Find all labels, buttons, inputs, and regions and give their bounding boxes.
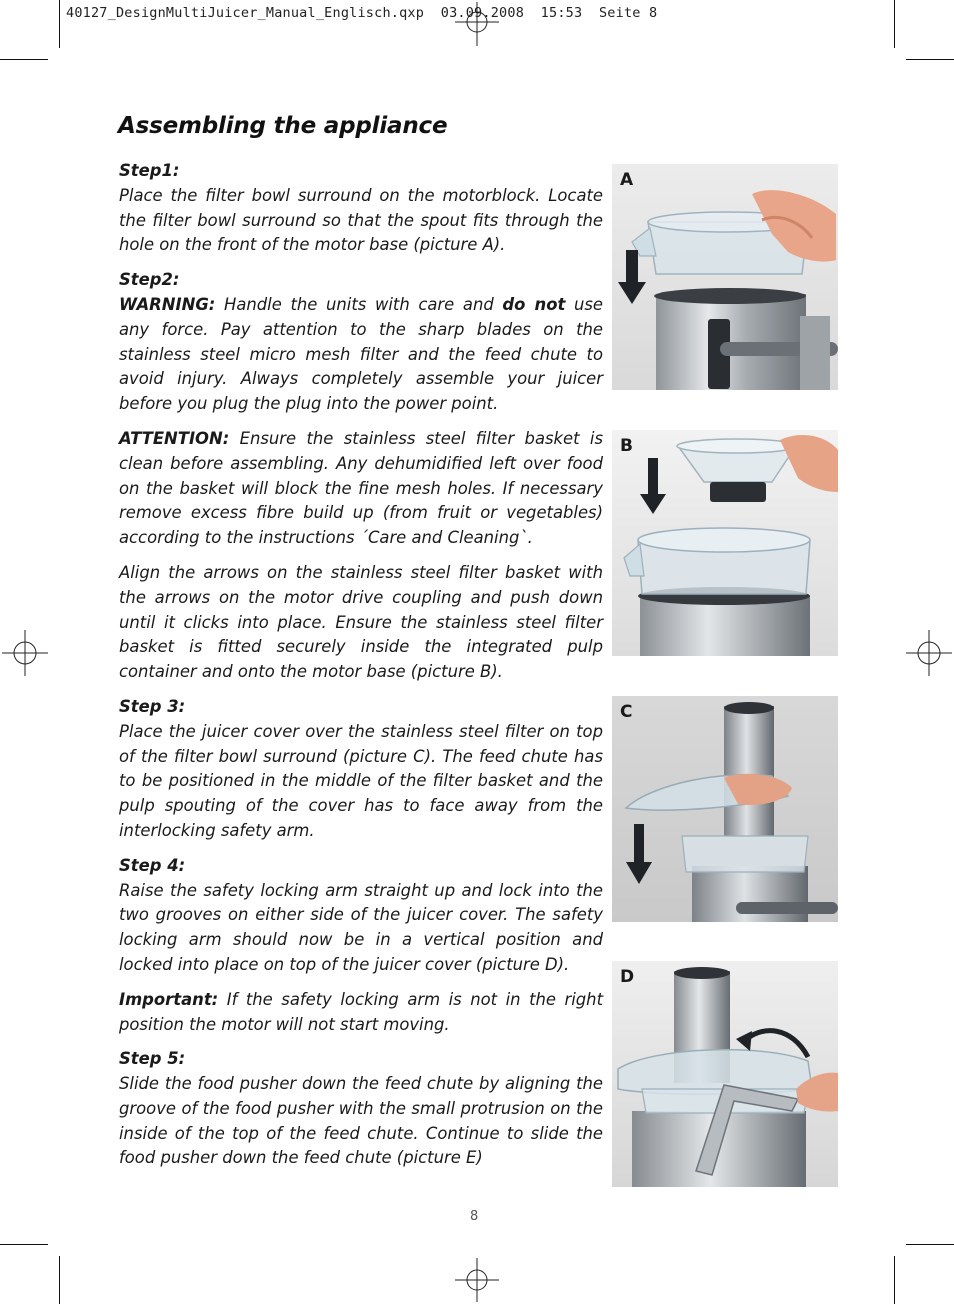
registration-mark-icon — [906, 630, 952, 676]
important-text: If the safety locking arm is not in the right position the motor will not start moving. — [119, 989, 603, 1034]
step5-paragraph — [119, 1047, 603, 1171]
registration-mark-icon — [455, 2, 499, 46]
juicer-photo-d — [612, 961, 838, 1187]
step1-heading: Step1: — [119, 161, 180, 180]
attention-label: ATTENTION: — [119, 428, 230, 448]
step5-text: Slide the food pusher down the feed chute by aligning the groove of the food pusher with the small protrusion on the inside of the top of the feed chute. Continue to slide the food pusher down the feed chute (picture E) — [119, 1074, 603, 1168]
step2-heading: Step2: — [119, 270, 180, 290]
important-label: Important: — [119, 989, 219, 1009]
crop-mark — [59, 1256, 60, 1304]
step3-paragraph — [119, 695, 603, 844]
juicer-photo-c — [612, 696, 838, 922]
crop-mark — [0, 1244, 48, 1245]
step1-paragraph — [119, 159, 603, 258]
crop-mark — [906, 1244, 954, 1245]
crop-mark — [0, 59, 48, 60]
warning-text-continued: use any force. Pay attention to the sharp blades on the stainless steel micro mesh filter and the feed chute to avoid injury. Always completely assemble your juicer before you plug the plug into the power point. — [119, 294, 603, 414]
align-text: Align the arrows on the stainless steel filter basket with the arrows on the motor drive coupling and push down until it clicks into place. Ensure the stainless steel filter basket is fitted securely inside the integrated pulp container and onto the motor base (picture B). — [119, 562, 603, 682]
warning-label: WARNING: — [119, 294, 216, 314]
crop-mark — [894, 1256, 895, 1304]
page-title: Assembling the appliance — [118, 113, 448, 139]
crop-mark — [59, 0, 60, 48]
crop-mark — [906, 59, 954, 60]
align-paragraph — [119, 561, 603, 685]
crop-mark — [894, 0, 895, 48]
step2-paragraph — [119, 268, 603, 417]
step1-text: Place the filter bowl surround on the motorblock. Locate the filter bowl surround so that the spout fits through the hole on the front of the motor base (picture A). — [119, 185, 603, 255]
page-number: 8 — [470, 1209, 479, 1224]
picture-a — [612, 164, 838, 390]
step4-paragraph — [119, 854, 603, 978]
juicer-photo-a — [612, 164, 838, 390]
registration-mark-icon — [455, 1258, 499, 1302]
warning-emphasis: do not — [502, 294, 566, 314]
step4-text: Raise the safety locking arm straight up and lock into the two grooves on either side of the juicer cover. The safety locking arm should now be in a vertical position and locked into place on top of the juicer cover (picture D). — [119, 880, 603, 974]
step4-heading: Step 4: — [119, 855, 186, 875]
picture-b — [612, 430, 838, 656]
attention-text: Ensure the stainless steel filter basket is clean before assembling. Any dehumidified left over food on the basket will block the fine mesh holes. If necessary remove excess fibre build up (from fruit or vegetables) according to the instructions ´Care and Cleaning`. — [119, 428, 603, 548]
step3-heading: Step 3: — [119, 696, 186, 716]
step5-heading: Step 5: — [119, 1049, 186, 1069]
important-paragraph — [119, 988, 603, 1038]
step3-text: Place the juicer cover over the stainless steel filter on top of the filter bowl surround (picture C). The feed chute has to be positioned in the middle of the filter basket and the pulp spouting of the cover has to face away from the interlocking safety arm. — [119, 721, 603, 840]
registration-mark-icon — [2, 630, 48, 676]
picture-label-d: D — [620, 967, 635, 987]
picture-label-b: B — [620, 436, 633, 456]
warning-text: Handle the units with care and — [215, 294, 503, 314]
attention-paragraph — [119, 427, 603, 551]
picture-label-a: A — [620, 170, 634, 190]
print-slug: 40127_DesignMultiJuicer_Manual_Englisch.qxp 03.09.2008 15:53 Seite 8 — [66, 5, 658, 21]
picture-d — [612, 961, 838, 1187]
instructions-text — [119, 159, 603, 1181]
picture-label-c: C — [620, 702, 633, 722]
picture-c — [612, 696, 838, 922]
juicer-photo-b — [612, 430, 838, 656]
